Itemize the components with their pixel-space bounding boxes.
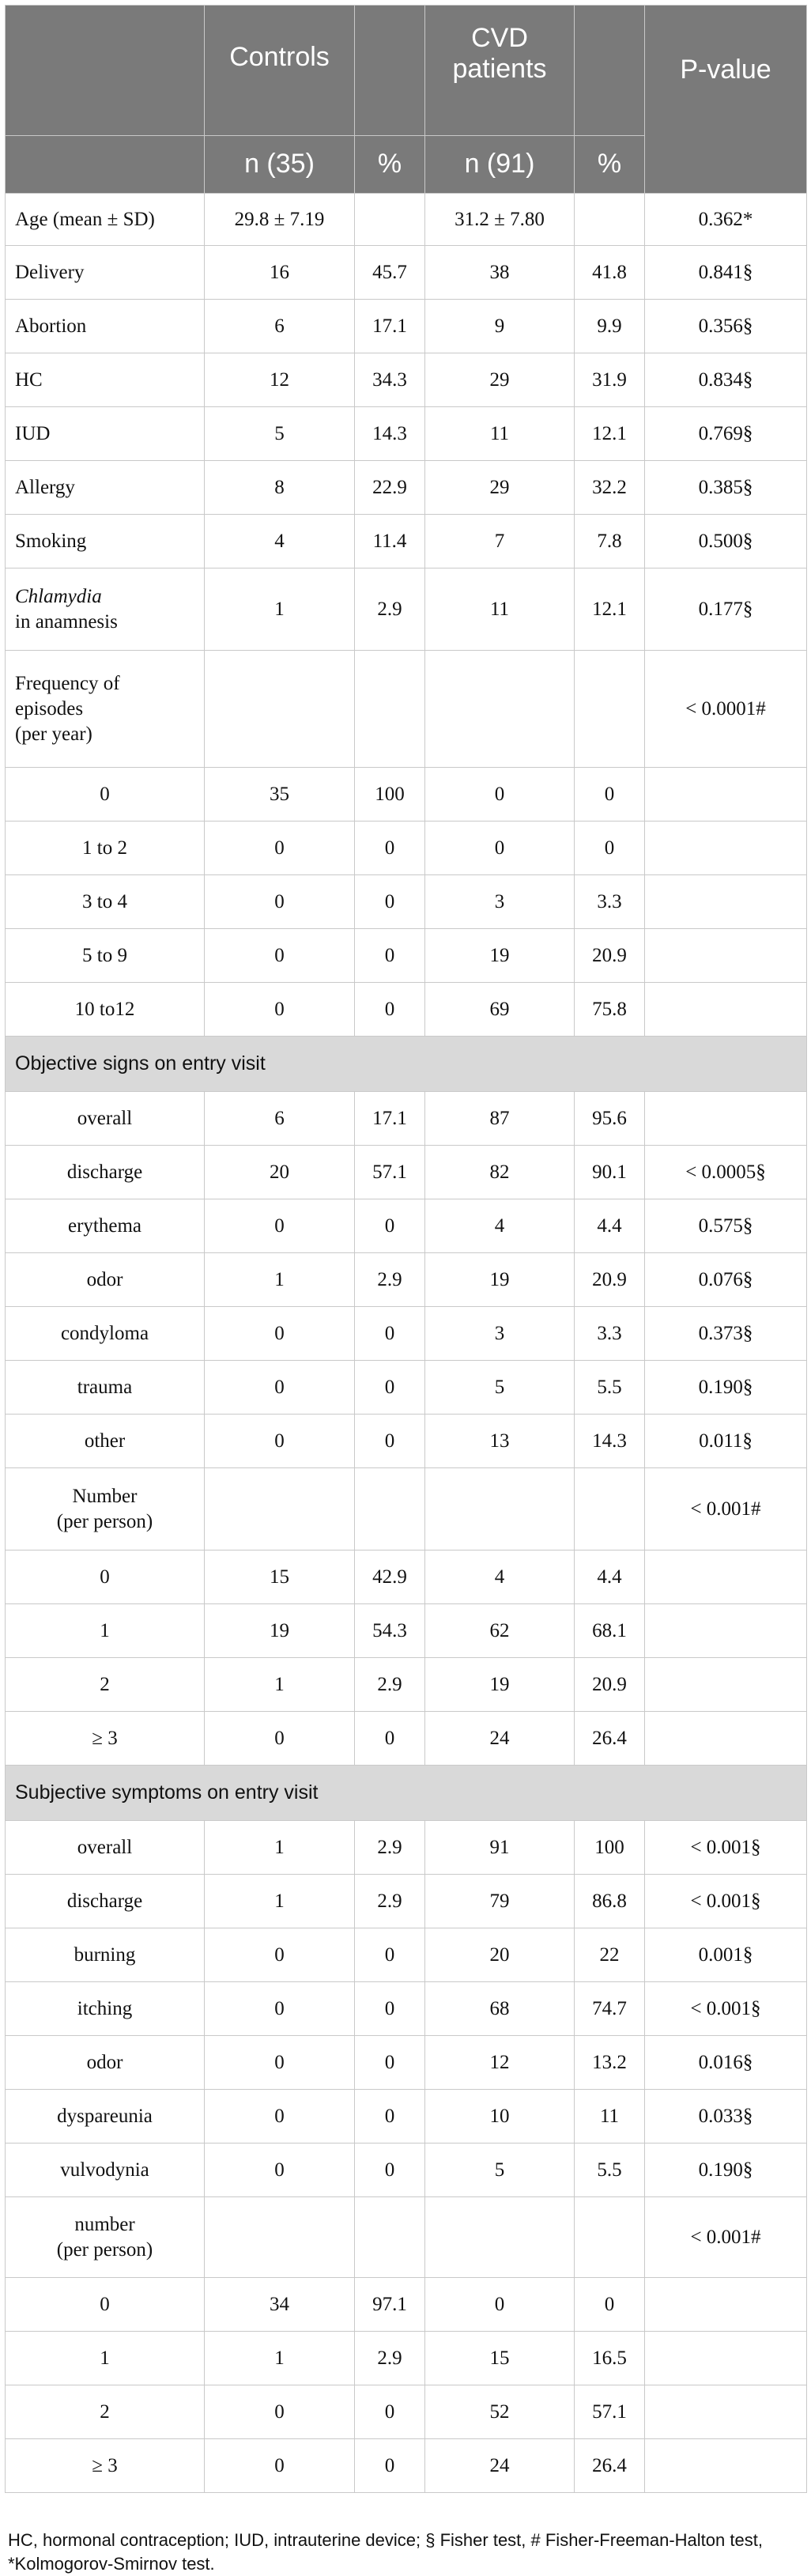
cell: 3.3: [575, 875, 645, 929]
row-label: 5 to 9: [6, 929, 205, 983]
cell: 0: [575, 768, 645, 822]
cell: 7: [425, 515, 575, 568]
cell: 0: [355, 2144, 425, 2197]
cell: 9: [425, 300, 575, 353]
cell: [355, 651, 425, 768]
cell: 0: [355, 1199, 425, 1253]
cell: 1: [205, 568, 355, 651]
cell: 19: [425, 1658, 575, 1712]
row-label: overall: [6, 1092, 205, 1146]
cell: 87: [425, 1092, 575, 1146]
row-label: 2: [6, 2385, 205, 2439]
table-row: [6, 2036, 807, 2090]
cell: 62: [425, 1604, 575, 1658]
cell: 0: [355, 2036, 425, 2090]
freq-label-3: (per year): [15, 723, 92, 745]
cell: 0: [205, 1982, 355, 2036]
pvalue-cell: [645, 1712, 807, 1766]
cell: 0: [575, 822, 645, 875]
cell: [425, 1468, 575, 1551]
header-n-controls: n (35): [205, 136, 355, 194]
table-row: [6, 568, 807, 651]
cell: 17.1: [355, 300, 425, 353]
row-label: erythema: [6, 1199, 205, 1253]
cell: 0: [205, 1361, 355, 1415]
cell: 22.9: [355, 461, 425, 515]
cell: 6: [205, 300, 355, 353]
cell: 29.8 ± 7.19: [205, 194, 355, 246]
table-row: [6, 407, 807, 461]
cell: 0: [205, 2090, 355, 2144]
cell: 52: [425, 2385, 575, 2439]
cell: 0: [355, 1361, 425, 1415]
cell: [355, 194, 425, 246]
section-title-objective: Objective signs on entry visit: [6, 1037, 807, 1092]
cell: 22: [575, 1928, 645, 1982]
cell: [355, 1468, 425, 1551]
header-blank-sub: [6, 136, 205, 194]
table-row: [6, 1468, 807, 1551]
cell: 2.9: [355, 1875, 425, 1928]
table-row: [6, 1146, 807, 1199]
cell: [355, 2197, 425, 2278]
cell: 42.9: [355, 1551, 425, 1604]
cell: 14.3: [575, 1415, 645, 1468]
cell: 82: [425, 1146, 575, 1199]
header-pct-cvd: %: [575, 136, 645, 194]
cell: 0: [205, 822, 355, 875]
cell: [575, 1468, 645, 1551]
cell: 0: [205, 983, 355, 1037]
cell: 35: [205, 768, 355, 822]
cell: 0: [425, 2278, 575, 2332]
cell: 8: [205, 461, 355, 515]
table-row: [6, 2385, 807, 2439]
row-label: 0: [6, 1551, 205, 1604]
cell: 0: [205, 2036, 355, 2090]
cell: 11.4: [355, 515, 425, 568]
cell: 12.1: [575, 568, 645, 651]
cell: 0: [355, 2439, 425, 2493]
cell: 12.1: [575, 407, 645, 461]
pvalue-cell: 0.190§: [645, 1361, 807, 1415]
pvalue-cell: 0.011§: [645, 1415, 807, 1468]
cell: 68: [425, 1982, 575, 2036]
cell: 0: [205, 1415, 355, 1468]
cell: 74.7: [575, 1982, 645, 2036]
pvalue-cell: < 0.001#: [645, 1468, 807, 1551]
row-label: 1 to 2: [6, 822, 205, 875]
cell: [575, 651, 645, 768]
pvalue-cell: 0.500§: [645, 515, 807, 568]
table-row: [6, 1307, 807, 1361]
cell: 11: [425, 407, 575, 461]
table-row: [6, 2144, 807, 2197]
row-label: 3 to 4: [6, 875, 205, 929]
cell: 7.8: [575, 515, 645, 568]
pvalue-cell: 0.769§: [645, 407, 807, 461]
pvalue-cell: [645, 2332, 807, 2385]
row-label: discharge: [6, 1146, 205, 1199]
cell: 5: [425, 2144, 575, 2197]
cell: 20: [205, 1146, 355, 1199]
row-label: overall: [6, 1821, 205, 1875]
pvalue-cell: [645, 929, 807, 983]
cell: 12: [425, 2036, 575, 2090]
pvalue-cell: [645, 768, 807, 822]
cell: 19: [425, 1253, 575, 1307]
table-row: [6, 300, 807, 353]
cell: 4: [205, 515, 355, 568]
cell: 0: [355, 929, 425, 983]
table-row: [6, 1551, 807, 1604]
row-label: 1: [6, 2332, 205, 2385]
data-table: [5, 5, 807, 2493]
cell: 69: [425, 983, 575, 1037]
cell: [575, 2197, 645, 2278]
cell: 13.2: [575, 2036, 645, 2090]
cell: 90.1: [575, 1146, 645, 1199]
cell: 1: [205, 2332, 355, 2385]
cell: 0: [355, 1982, 425, 2036]
cell: 100: [575, 1821, 645, 1875]
pvalue-cell: [645, 1551, 807, 1604]
table-row: [6, 194, 807, 246]
pvalue-cell: 0.362*: [645, 194, 807, 246]
row-label: burning: [6, 1928, 205, 1982]
cell: 29: [425, 461, 575, 515]
cell: 91: [425, 1821, 575, 1875]
cell: 100: [355, 768, 425, 822]
pvalue-cell: [645, 1658, 807, 1712]
cell: 0: [355, 875, 425, 929]
table-row: [6, 2278, 807, 2332]
cell: [205, 651, 355, 768]
row-label: [6, 2197, 205, 2278]
table-row: [6, 1712, 807, 1766]
cell: 17.1: [355, 1092, 425, 1146]
pvalue-cell: 0.356§: [645, 300, 807, 353]
cell: 4.4: [575, 1551, 645, 1604]
table-row: [6, 1821, 807, 1875]
cell: 0: [205, 2439, 355, 2493]
row-label: ≥ 3: [6, 1712, 205, 1766]
chlamydia-label: Chlamydia: [15, 585, 102, 607]
row-label: 1: [6, 1604, 205, 1658]
pvalue-cell: < 0.0005§: [645, 1146, 807, 1199]
cell: [425, 2197, 575, 2278]
cell: 86.8: [575, 1875, 645, 1928]
number-label-1: Number: [72, 1485, 138, 1507]
table-row: [6, 929, 807, 983]
cell: 11: [575, 2090, 645, 2144]
cell: 20.9: [575, 1253, 645, 1307]
row-label: Smoking: [6, 515, 205, 568]
cell: 34: [205, 2278, 355, 2332]
cell: 20.9: [575, 1658, 645, 1712]
table-footnote: HC, hormonal contraception; IUD, intrauterine device; § Fisher test, # Fisher-Freeman-Halton test, *Kolmogorov-Smirnov test.: [8, 2530, 763, 2574]
cell: 26.4: [575, 2439, 645, 2493]
table-row: [6, 875, 807, 929]
cell: 16.5: [575, 2332, 645, 2385]
number-label-2: (per person): [56, 1510, 153, 1532]
row-label: [6, 651, 205, 768]
cell: 2.9: [355, 2332, 425, 2385]
row-label: vulvodynia: [6, 2144, 205, 2197]
row-label: 0: [6, 2278, 205, 2332]
pvalue-cell: [645, 2439, 807, 2493]
pvalue-cell: 0.385§: [645, 461, 807, 515]
pvalue-cell: 0.190§: [645, 2144, 807, 2197]
header-pct-controls: %: [355, 136, 425, 194]
table-row: [6, 1604, 807, 1658]
cell: 2.9: [355, 1253, 425, 1307]
row-label: trauma: [6, 1361, 205, 1415]
cell: 79: [425, 1875, 575, 1928]
cell: 14.3: [355, 407, 425, 461]
cell: 11: [425, 568, 575, 651]
cell: 0: [355, 1307, 425, 1361]
pvalue-cell: 0.575§: [645, 1199, 807, 1253]
cell: 0: [355, 2090, 425, 2144]
cell: 4: [425, 1199, 575, 1253]
number-label-1: number: [74, 2213, 135, 2235]
cell: 0: [355, 1415, 425, 1468]
row-label: IUD: [6, 407, 205, 461]
cell: 2.9: [355, 1658, 425, 1712]
row-label: itching: [6, 1982, 205, 2036]
pvalue-cell: 0.373§: [645, 1307, 807, 1361]
cell: 0: [205, 2144, 355, 2197]
header-blank: [6, 6, 205, 136]
table-row: [6, 1253, 807, 1307]
cell: 95.6: [575, 1092, 645, 1146]
cell: 32.2: [575, 461, 645, 515]
cell: 0: [205, 1199, 355, 1253]
cell: [425, 651, 575, 768]
table-row: [6, 2090, 807, 2144]
pvalue-cell: [645, 1604, 807, 1658]
cell: 0: [355, 1712, 425, 1766]
row-label: discharge: [6, 1875, 205, 1928]
cell: 1: [205, 1658, 355, 1712]
header-n-cvd: n (91): [425, 136, 575, 194]
cell: [205, 2197, 355, 2278]
row-label: Delivery: [6, 246, 205, 300]
cell: 20.9: [575, 929, 645, 983]
cell: 15: [205, 1551, 355, 1604]
freq-label-2: episodes: [15, 697, 84, 720]
table-row: [6, 353, 807, 407]
cell: 0: [425, 822, 575, 875]
table-row: [6, 983, 807, 1037]
cell: 0: [205, 1712, 355, 1766]
cell: 1: [205, 1875, 355, 1928]
pvalue-cell: 0.841§: [645, 246, 807, 300]
table-row: [6, 1361, 807, 1415]
header-row-top: [6, 6, 807, 136]
row-label: [6, 1468, 205, 1551]
pvalue-cell: < 0.001§: [645, 1821, 807, 1875]
cell: 26.4: [575, 1712, 645, 1766]
cell: 6: [205, 1092, 355, 1146]
cell: 97.1: [355, 2278, 425, 2332]
cell: 5.5: [575, 2144, 645, 2197]
cell: 16: [205, 246, 355, 300]
freq-label-1: Frequency of: [15, 672, 120, 694]
cell: 0: [205, 929, 355, 983]
cell: 0: [575, 2278, 645, 2332]
row-label: ≥ 3: [6, 2439, 205, 2493]
cell: 15: [425, 2332, 575, 2385]
pvalue-cell: 0.033§: [645, 2090, 807, 2144]
cell: 24: [425, 2439, 575, 2493]
cell: 38: [425, 246, 575, 300]
cell: 5.5: [575, 1361, 645, 1415]
row-label: condyloma: [6, 1307, 205, 1361]
table-row: [6, 2197, 807, 2278]
header-controls: Controls: [205, 6, 355, 136]
cell: 3: [425, 875, 575, 929]
cell: 2.9: [355, 568, 425, 651]
cell: 2.9: [355, 1821, 425, 1875]
pvalue-cell: 0.016§: [645, 2036, 807, 2090]
cell: 0: [355, 983, 425, 1037]
pvalue-cell: [645, 2278, 807, 2332]
row-label: 10 to12: [6, 983, 205, 1037]
cell: 41.8: [575, 246, 645, 300]
table-row: [6, 1415, 807, 1468]
table-row: [6, 2439, 807, 2493]
pvalue-cell: [645, 822, 807, 875]
header-blank-pct2: [575, 6, 645, 136]
row-label: [6, 568, 205, 651]
cell: 57.1: [575, 2385, 645, 2439]
row-label: Abortion: [6, 300, 205, 353]
table-row: [6, 768, 807, 822]
cell: 45.7: [355, 246, 425, 300]
pvalue-cell: [645, 983, 807, 1037]
cell: 3: [425, 1307, 575, 1361]
table-row: [6, 1875, 807, 1928]
pvalue-cell: 0.076§: [645, 1253, 807, 1307]
cell: 5: [205, 407, 355, 461]
table-row: [6, 461, 807, 515]
pvalue-cell: < 0.001#: [645, 2197, 807, 2278]
cell: 75.8: [575, 983, 645, 1037]
pvalue-cell: [645, 2385, 807, 2439]
cell: 57.1: [355, 1146, 425, 1199]
number-label-2: (per person): [56, 2238, 153, 2261]
row-label: other: [6, 1415, 205, 1468]
cell: 0: [355, 2385, 425, 2439]
table-row: [6, 1092, 807, 1146]
table-row: [6, 1928, 807, 1982]
row-label: dyspareunia: [6, 2090, 205, 2144]
cell: 20: [425, 1928, 575, 1982]
pvalue-cell: 0.834§: [645, 353, 807, 407]
table-row: [6, 822, 807, 875]
pvalue-cell: < 0.001§: [645, 1875, 807, 1928]
table-row: [6, 1982, 807, 2036]
cell: 12: [205, 353, 355, 407]
cell: 9.9: [575, 300, 645, 353]
cell: 19: [425, 929, 575, 983]
cell: 3.3: [575, 1307, 645, 1361]
cell: 13: [425, 1415, 575, 1468]
cell: 0: [205, 875, 355, 929]
section-row: [6, 1766, 807, 1821]
pvalue-cell: < 0.001§: [645, 1982, 807, 2036]
pvalue-cell: [645, 875, 807, 929]
pvalue-cell: 0.177§: [645, 568, 807, 651]
section-row: [6, 1037, 807, 1092]
cell: 0: [205, 1307, 355, 1361]
pvalue-cell: < 0.0001#: [645, 651, 807, 768]
row-label: HC: [6, 353, 205, 407]
table-row: [6, 246, 807, 300]
cell: 54.3: [355, 1604, 425, 1658]
cell: 68.1: [575, 1604, 645, 1658]
header-pvalue: P-value: [645, 6, 807, 194]
cell: 31.2 ± 7.80: [425, 194, 575, 246]
cell: 0: [205, 1928, 355, 1982]
cell: 10: [425, 2090, 575, 2144]
table-row: [6, 515, 807, 568]
table-row: [6, 651, 807, 768]
cell: 0: [355, 1928, 425, 1982]
cell: 0: [205, 2385, 355, 2439]
cell: 29: [425, 353, 575, 407]
table-row: [6, 1199, 807, 1253]
table-row: [6, 1658, 807, 1712]
cell: 34.3: [355, 353, 425, 407]
cell: 19: [205, 1604, 355, 1658]
header-cvd: CVD patients: [425, 6, 575, 136]
cell: 1: [205, 1253, 355, 1307]
row-label: odor: [6, 2036, 205, 2090]
header-blank-pct: [355, 6, 425, 136]
row-label: Allergy: [6, 461, 205, 515]
row-label: Age (mean ± SD): [6, 194, 205, 246]
cell: 4.4: [575, 1199, 645, 1253]
cell: 31.9: [575, 353, 645, 407]
cell: 1: [205, 1821, 355, 1875]
cell: 5: [425, 1361, 575, 1415]
section-title-subjective: Subjective symptoms on entry visit: [6, 1766, 807, 1821]
cell: 4: [425, 1551, 575, 1604]
cell: 24: [425, 1712, 575, 1766]
row-label: 2: [6, 1658, 205, 1712]
row-label: 0: [6, 768, 205, 822]
cell: 0: [355, 822, 425, 875]
cell: [205, 1468, 355, 1551]
chlamydia-label-rest: in anamnesis: [15, 610, 118, 633]
table-row: [6, 2332, 807, 2385]
cell: 0: [425, 768, 575, 822]
pvalue-cell: [645, 1092, 807, 1146]
pvalue-cell: 0.001§: [645, 1928, 807, 1982]
cell: [575, 194, 645, 246]
row-label: odor: [6, 1253, 205, 1307]
